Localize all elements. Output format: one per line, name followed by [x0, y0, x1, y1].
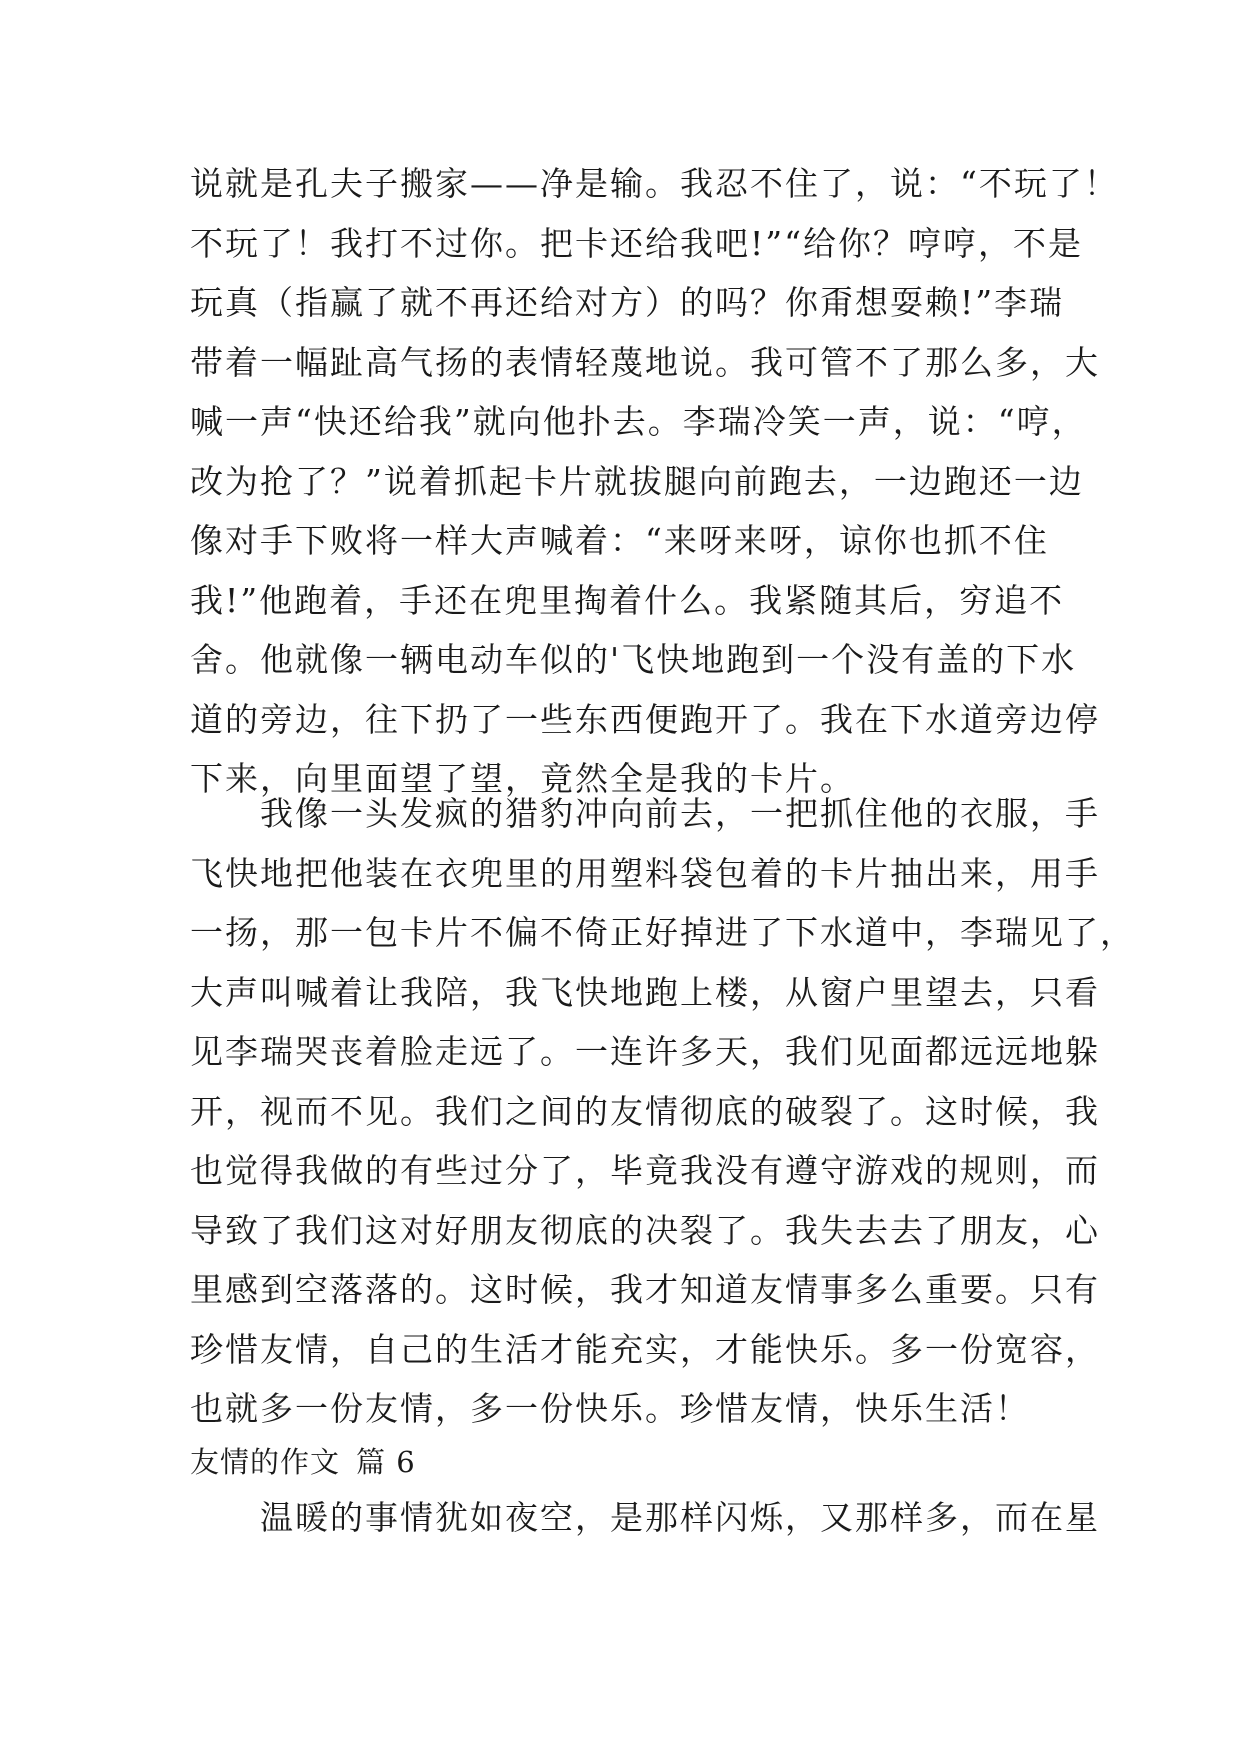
paragraph-line: 道的旁边，往下扔了一些东西便跑开了。我在下水道旁边停 [190, 699, 1100, 739]
paragraph-line: 改为抢了？”说着抓起卡片就拔腿向前跑去，一边跑还一边 [190, 461, 1084, 501]
paragraph-line: 飞快地把他装在衣兜里的用塑料袋包着的卡片抽出来，用手 [190, 853, 1100, 893]
paragraph-line: 舍。他就像一辆电动车似的'飞快地跑到一个没有盖的下水 [190, 640, 1077, 679]
paragraph-1 [190, 154, 1119, 809]
paragraph-line: 温暖的事情犹如夜空，是那样闪烁，又那样多，而在星 [190, 1498, 1100, 1537]
paragraph-line: 一扬，那一包卡片不偏不倚正好掉进了下水道中，李瑞见了， [190, 913, 1135, 952]
paragraph-line: 里感到空落落的。这时候，我才知道友情事多么重要。只有 [190, 1270, 1100, 1309]
paragraph-line: 不玩了！我打不过你。把卡还给我吧!”“给你？哼哼，不是 [190, 223, 1084, 263]
paragraph-line: 开，视而不见。我们之间的友情彻底的破裂了。这时候，我 [190, 1091, 1100, 1131]
paragraph-3 [190, 1488, 1100, 1548]
paragraph-line: 也觉得我做的有些过分了，毕竟我没有遵守游戏的规则，而 [190, 1151, 1100, 1190]
heading-title: 友情的作文 [190, 1445, 341, 1479]
paragraph-line: 我!”他跑着，手还在兜里掏着什么。我紧随其后，穷追不 [190, 580, 1065, 620]
paragraph-line: 我像一头发疯的猎豹冲向前去，一把抓住他的衣服，手 [190, 794, 1100, 833]
paragraph-line: 大声叫喊着让我陪，我飞快地跑上楼，从窗户里望去，只看 [190, 972, 1100, 1012]
paragraph-line: 也就多一份友情，多一份快乐。珍惜友情，快乐生活！ [190, 1389, 1030, 1428]
paragraph-line: 导致了我们这对好朋友彻底的决裂了。我失去去了朋友，心 [190, 1210, 1100, 1250]
paragraph-line: 珍惜友情，自己的生活才能充实，才能快乐。多一份宽容， [190, 1329, 1100, 1369]
paragraph-line: 喊一声“快还给我”就向他扑去。李瑞冷笑一声，说：“哼， [190, 402, 1087, 441]
paragraph-line: 见李瑞哭丧着脸走远了。一连许多天，我们见面都远远地躲 [190, 1032, 1100, 1071]
paragraph-line: 说就是孔夫子搬家——净是输。我忍不住了，说：“不玩了！ [190, 164, 1119, 203]
paragraph-2 [190, 784, 1135, 1439]
paragraph-line: 玩真（指赢了就不再还给对方）的吗？你甭想耍赖!”李瑞 [190, 283, 1065, 322]
paragraph-line: 带着一幅趾高气扬的表情轻蔑地说。我可管不了那么多，大 [190, 342, 1100, 382]
heading-label: 篇 6 [356, 1445, 416, 1479]
paragraph-line: 像对手下败将一样大声喊着：“来呀来呀，谅你也抓不住 [190, 521, 1049, 560]
section-heading [190, 1437, 416, 1487]
paragraph-line: 下来，向里面望了望，竟然全是我的卡片。 [190, 759, 855, 798]
